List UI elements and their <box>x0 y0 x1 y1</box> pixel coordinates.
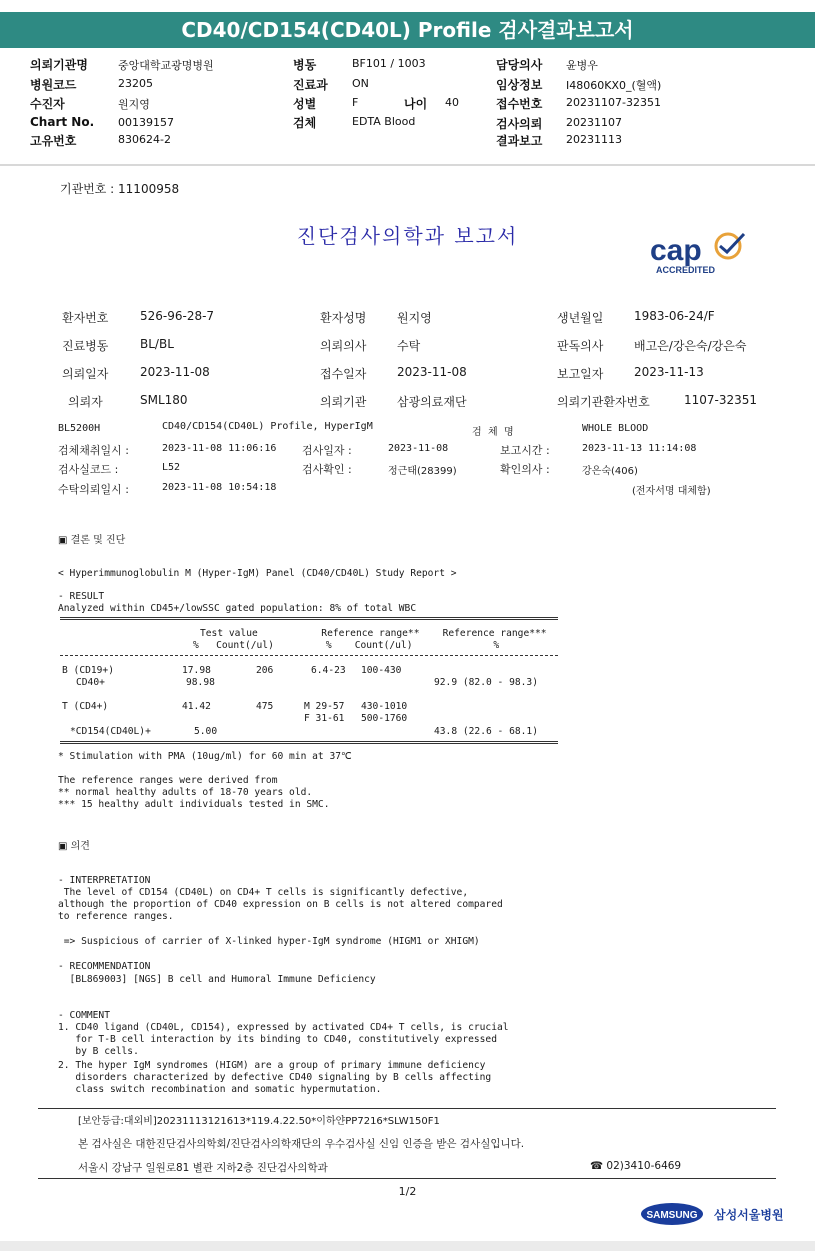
interpretation-line-2: although the proportion of CD40 expression on B cells is not altered compared <box>58 899 503 910</box>
doctor-label: 확인의사 : <box>500 463 550 476</box>
label-accession: 접수번호 <box>496 97 543 111</box>
value-doctor: 윤병우 <box>566 59 598 72</box>
interpretation-line-3: to reference ranges. <box>58 911 174 922</box>
ref-note-3: *** 15 healthy adult individuals tested in SMC. <box>58 799 330 810</box>
confirm-value: 정근태(28399) <box>388 466 457 477</box>
row-b-ref-pct: 6.4-23 <box>311 665 346 676</box>
svg-text:SAMSUNG: SAMSUNG <box>646 1210 698 1221</box>
value-patient: 원지영 <box>118 98 150 111</box>
label-age: 나이 <box>404 97 428 111</box>
patient-no-label: 환자번호 <box>62 311 109 325</box>
label-institution: 의뢰기관명 <box>30 58 88 72</box>
interpretation-heading: - INTERPRETATION <box>58 875 151 886</box>
table-header-rule <box>60 655 558 656</box>
test-name: CD40/CD154(CD40L) Profile, HyperIgM <box>162 421 373 432</box>
confirm-label: 검사확인 : <box>302 463 352 476</box>
row-cd40-ref: 92.9 (82.0 - 98.3) <box>434 677 538 688</box>
value-unique-no: 830624-2 <box>118 133 171 146</box>
table-header-1: Test value Reference range** Reference range*** <box>200 628 547 639</box>
interpretation-line-1: The level of CD154 (CD40L) on CD4+ T cells is significantly defective, <box>58 887 469 898</box>
test-code: BL5200H <box>58 423 101 434</box>
report-title: 진단검사의학과 보고서 <box>296 224 519 248</box>
row-cd40-pct: 98.98 <box>186 677 215 688</box>
footer-divider <box>38 1108 776 1109</box>
label-patient: 수진자 <box>30 97 65 111</box>
value-chart-no: 00139157 <box>118 116 174 129</box>
row-t-ref-count-m: 430-1010 <box>361 701 408 712</box>
collect-value: 2023-11-08 11:06:16 <box>162 443 277 454</box>
institution-number: 기관번호 : 11100958 <box>60 182 180 196</box>
value-department: ON <box>352 77 369 90</box>
value-accession: 20231107-32351 <box>566 96 661 109</box>
label-clinical-info: 임상정보 <box>496 78 543 92</box>
section-opinion: ▣ 의견 <box>58 841 90 852</box>
report-date-value: 2023-11-13 <box>634 365 704 379</box>
requester-label: 의뢰자 <box>68 395 103 409</box>
row-t-pct: 41.42 <box>182 701 211 712</box>
value-result-date: 20231113 <box>566 133 622 146</box>
patient-no-value: 526-96-28-7 <box>140 309 215 323</box>
value-sex: F <box>352 96 359 109</box>
comment-line-6: class switch recombination and somatic hypermutation. <box>58 1084 382 1095</box>
row-b-count: 206 <box>256 665 274 676</box>
comment-line-4: 2. The hyper IgM syndromes (HIGM) are a group of primary immune deficiency <box>58 1060 486 1071</box>
patient-name-label: 환자성명 <box>320 311 367 325</box>
panel-title: < Hyperimmunoglobulin M (Hyper-IgM) Panel (CD40/CD40L) Study Report > <box>58 568 457 579</box>
request-date-label: 의뢰일자 <box>62 367 109 381</box>
certification-line: 본 검사실은 대한진단검사의학회/진단검사의학재단의 우수검사실 신임 인증을 받은 검사실입니다. <box>78 1138 525 1150</box>
req-institution-label: 의뢰기관 <box>320 395 367 409</box>
cap-accredited-logo <box>648 228 758 278</box>
row-cd40: CD40+ <box>76 677 105 688</box>
reading-doctor-label: 판독의사 <box>557 339 604 353</box>
req-patient-no-label: 의뢰기관환자번호 <box>557 395 650 409</box>
report-document <box>0 166 815 1241</box>
phone-line: ☎ 02)3410-6469 <box>590 1160 682 1172</box>
req-doctor-label: 의뢰의사 <box>320 339 367 353</box>
row-b-ref-count: 100-430 <box>361 665 402 676</box>
value-clinical-info: I48060KX0_(혈액) <box>566 79 662 92</box>
comment-line-5: disorders characterized by defective CD40 signaling by B cells affecting <box>58 1072 492 1083</box>
stimulation-note: * Stimulation with PMA (10ug/ml) for 60 min at 37℃ <box>58 751 352 762</box>
value-hospital-code: 23205 <box>118 77 153 90</box>
page-number: 1/2 <box>398 1185 417 1198</box>
recommendation-heading: - RECOMMENDATION <box>58 961 151 972</box>
label-doctor: 담당의사 <box>496 58 543 72</box>
comment-line-1: 1. CD40 ligand (CD40L, CD154), expressed by activated CD4+ T cells, is crucial <box>58 1022 509 1033</box>
samsung-hospital-logo <box>640 1199 790 1229</box>
report-header-info <box>0 50 815 162</box>
row-b-pct: 17.98 <box>182 665 211 676</box>
testdate-label: 검사일자 : <box>302 444 352 457</box>
row-t-ref-pct-m: M 29-57 <box>304 701 345 712</box>
row-t-ref-pct-f: F 31-61 <box>304 713 345 724</box>
doctor-value: 강은숙(406) <box>582 466 638 477</box>
value-request-date: 20231107 <box>566 116 622 129</box>
req-time-label: 수탁의뢰일시 : <box>58 483 129 496</box>
suspicion-note: => Suspicious of carrier of X-linked hyper-IgM syndrome (HIGM1 or XHIGM) <box>58 936 480 947</box>
label-chart-no: Chart No. <box>30 115 95 129</box>
reading-doctor-value: 배고은/강은숙/강은숙 <box>634 339 747 353</box>
label-sex: 성별 <box>293 97 317 111</box>
specimen-name-label: 검 체 명 <box>472 427 514 438</box>
patient-name-value: 원지영 <box>397 311 432 325</box>
value-specimen: EDTA Blood <box>352 115 416 128</box>
req-patient-no-value: 1107-32351 <box>684 393 758 407</box>
footer-divider-2 <box>38 1178 776 1179</box>
row-cd154-pct: 5.00 <box>194 726 218 737</box>
row-b-cell: B (CD19+) <box>62 665 114 676</box>
value-age: 40 <box>445 96 459 109</box>
reporttime-label: 보고시간 : <box>500 444 550 457</box>
table-top-rule <box>60 617 558 620</box>
section-conclusion: ▣ 결론 및 진단 <box>58 535 126 546</box>
address-line: 서울시 강남구 일원로81 별관 지하2층 진단검사의학과 <box>78 1162 328 1174</box>
req-doctor-value: 수탁 <box>397 339 421 353</box>
comment-line-3: by B cells. <box>58 1046 139 1057</box>
report-date-label: 보고일자 <box>557 367 604 381</box>
ward-value: BL/BL <box>140 337 174 351</box>
row-t-cell: T (CD4+) <box>62 701 109 712</box>
svg-text:cap: cap <box>650 234 702 267</box>
testdate-value: 2023-11-08 <box>388 443 449 454</box>
room-label: 검사실코드 : <box>58 463 119 476</box>
receipt-date-label: 접수일자 <box>320 367 367 381</box>
ref-note-1: The reference ranges were derived from <box>58 775 278 786</box>
label-hospital-code: 병원코드 <box>30 78 77 92</box>
comment-line-2: for T-B cell interaction by its binding to CD40, constitutively expressed <box>58 1034 497 1045</box>
table-bottom-rule <box>60 741 558 744</box>
label-department: 진료과 <box>293 78 328 92</box>
request-date-value: 2023-11-08 <box>140 365 210 379</box>
label-specimen: 검체 <box>293 116 317 130</box>
security-line: [보안등급:대외비]20231113121613*119.4.22.50*이하얀PP7216*SLW150F1 <box>78 1116 440 1127</box>
row-cd154: *CD154(CD40L)+ <box>70 726 151 737</box>
comment-heading: - COMMENT <box>58 1010 110 1021</box>
label-unique-no: 고유번호 <box>30 134 77 148</box>
req-time-value: 2023-11-08 10:54:18 <box>162 482 277 493</box>
report-header-title: CD40/CD154(CD40L) Profile 검사결과보고서 <box>0 12 815 48</box>
collect-label: 검체채취일시 : <box>58 444 129 457</box>
recommendation-line: [BL869003] [NGS] B cell and Humoral Immune Deficiency <box>58 974 376 985</box>
row-t-count: 475 <box>256 701 274 712</box>
value-institution: 중앙대학교광명병원 <box>118 59 214 72</box>
svg-text:삼성서울병원: 삼성서울병원 <box>714 1208 784 1222</box>
reporttime-value: 2023-11-13 11:14:08 <box>582 443 697 454</box>
specimen-name: WHOLE BLOOD <box>582 423 649 434</box>
page-bottom-band <box>0 1241 815 1251</box>
label-ward: 병동 <box>293 58 317 72</box>
birth-label: 생년월일 <box>557 311 604 325</box>
analyzed-note: Analyzed within CD45+/lowSSC gated population: 8% of total WBC <box>58 603 417 614</box>
row-t-ref-count-f: 500-1760 <box>361 713 408 724</box>
label-request-date: 검사의뢰 <box>496 117 543 131</box>
ward-label: 진료병동 <box>62 339 109 353</box>
room-value: L52 <box>162 462 181 473</box>
row-cd154-ref: 43.8 (22.6 - 68.1) <box>434 726 538 737</box>
value-ward: BF101 / 1003 <box>352 57 426 70</box>
svg-text:ACCREDITED: ACCREDITED <box>656 265 716 275</box>
req-institution-value: 삼광의료재단 <box>397 395 467 409</box>
birth-value: 1983-06-24/F <box>634 309 715 323</box>
receipt-date-value: 2023-11-08 <box>397 365 467 379</box>
label-result-date: 결과보고 <box>496 134 543 148</box>
esign-note: (전자서명 대체함) <box>632 486 711 497</box>
result-heading: - RESULT <box>58 591 105 602</box>
requester-value: SML180 <box>140 393 188 407</box>
ref-note-2: ** normal healthy adults of 18-70 years old. <box>58 787 313 798</box>
table-header-2: % Count(/ul) % Count(/ul) % <box>193 640 500 651</box>
